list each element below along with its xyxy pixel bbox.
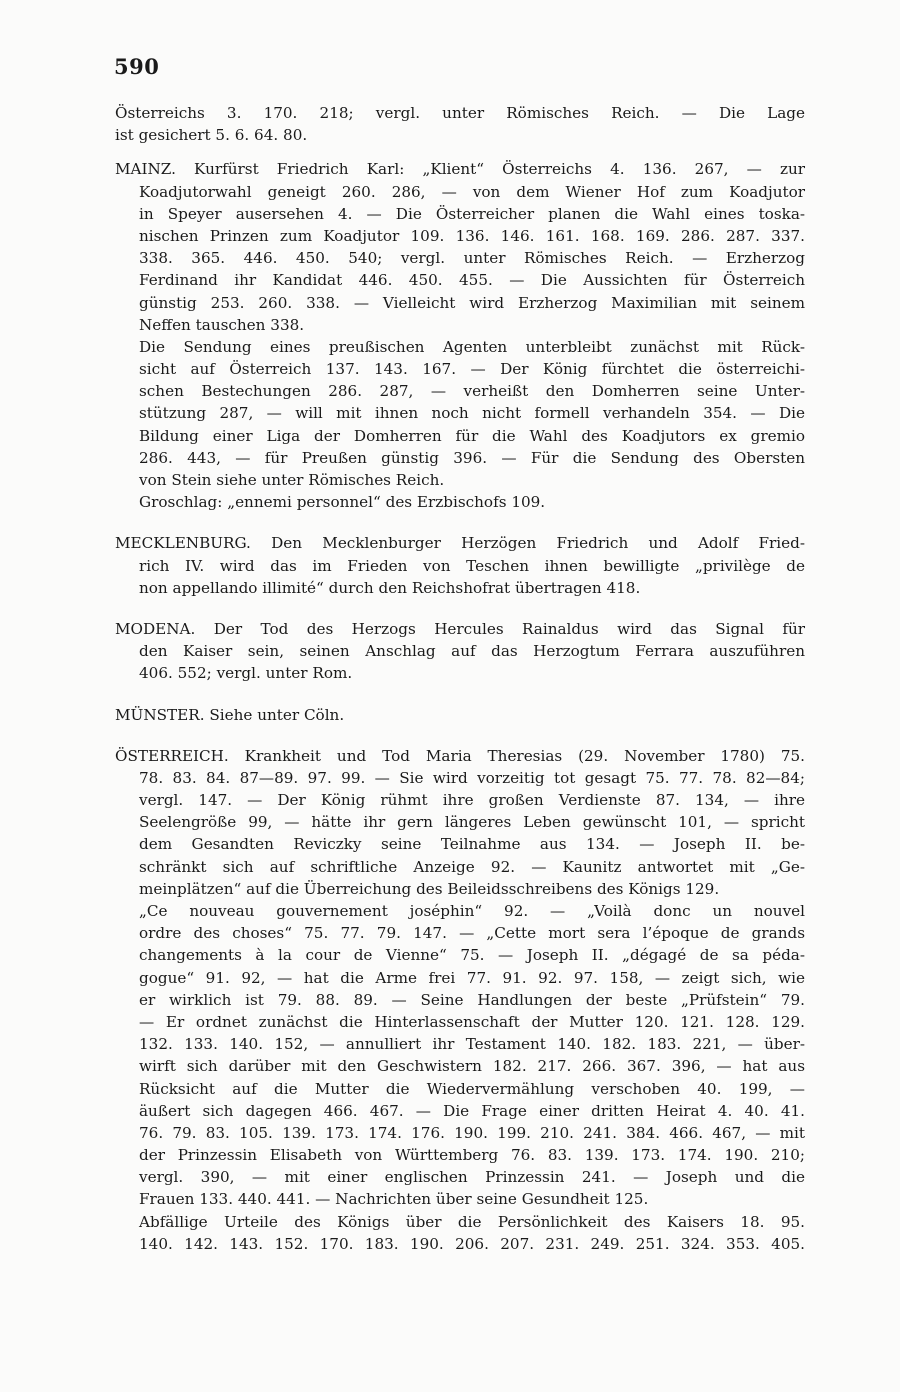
- text-line: Ferdinand ihr Kandidat 446. 450. 455. — Die Aussichten für Österreich: [139, 271, 805, 290]
- text-line: von Stein siehe unter Römisches Reich.: [139, 471, 445, 489]
- text-line: vergl. 147. — Der König rühmt ihre großen Verdienste 87. 134, — ihre: [139, 791, 805, 810]
- text-line: 78. 83. 84. 87—89. 97. 99. — Sie wird vorzeitig tot gesagt 75. 77. 78. 82—84;: [139, 768, 805, 787]
- text-line: stützung 287, — will mit ihnen noch nicht formell verhandeln 354. — Die: [139, 404, 805, 423]
- text-line: der Prinzessin Elisabeth von Württemberg 76. 83. 139. 173. 174. 190. 210;: [139, 1146, 805, 1165]
- text-line: rich IV. wird das im Frieden von Teschen ihnen bewilligte „privilège de: [139, 556, 805, 575]
- entry-heading-line: MODENA. Der Tod des Herzogs Hercules Rainaldus wird das Signal für: [115, 619, 805, 638]
- entry-heading-line: MECKLENBURG. Den Mecklenburger Herzögen Friedrich und Adolf Fried-: [115, 534, 805, 553]
- text-line: 406. 552; vergl. unter Rom.: [139, 664, 353, 683]
- entry-mecklenburg: [115, 532, 805, 599]
- page-number: 590: [114, 54, 160, 79]
- paragraph-start-line: „Ce nouveau gouvernement joséphin“ 92. — „Voilà donc un nouvel: [139, 902, 805, 920]
- text-line: ist gesichert 5. 6. 64. 80.: [115, 126, 308, 145]
- text-line: vergl. 390, — mit einer englischen Prinzessin 241. — Joseph und die: [139, 1168, 805, 1187]
- text-line: Neffen tauschen 338.: [139, 315, 305, 334]
- paragraph-start-line: Abfällige Urteile des Königs über die Persönlichkeit des Kaisers 18. 95.: [139, 1212, 805, 1231]
- text-line: Rücksicht auf die Mutter die Wiedervermählung verschoben 40. 199, —: [139, 1079, 805, 1098]
- text-line: non appellando illimité“ durch den Reichshofrat übertragen 418.: [139, 578, 641, 597]
- text-line: Bildung einer Liga der Domherren für die Wahl des Koadjutors ex gremio: [139, 426, 805, 445]
- text-line: den Kaiser sein, seinen Anschlag auf das Herzogtum Ferrara auszuführen: [139, 642, 805, 661]
- paragraph-start-line: Groschlag: „ennemi personnel“ des Erzbischofs 109.: [139, 493, 546, 512]
- text-line: äußert sich dagegen 466. 467. — Die Frage einer dritten Heirat 4. 40. 41.: [139, 1101, 805, 1120]
- text-line: schränkt sich auf schriftliche Anzeige 92. — Kaunitz antwortet mit „Ge-: [139, 857, 805, 876]
- entry-mainz: [115, 158, 805, 513]
- index-text: [115, 102, 805, 1274]
- text-line: in Speyer ausersehen 4. — Die Österreicher planen die Wahl eines toska-: [139, 204, 805, 223]
- text-line: 286. 443, — für Preußen günstig 396. — Für die Sendung des Obersten: [139, 448, 805, 467]
- entry-oesterreich-continued: [115, 102, 805, 146]
- text-line: nischen Prinzen zum Koadjutor 109. 136. 146. 161. 168. 169. 286. 287. 337.: [139, 226, 805, 245]
- text-line: er wirklich ist 79. 88. 89. — Seine Handlungen der beste „Prüfstein“ 79.: [139, 990, 805, 1009]
- text-line: Frauen 133. 440. 441. — Nachrichten über seine Gesundheit 125.: [139, 1190, 649, 1209]
- entry-heading-line: MÜNSTER. Siehe unter Cöln.: [115, 705, 345, 724]
- text-line: meinplätzen“ auf die Überreichung des Beileidsschreibens des Königs 129.: [139, 879, 720, 898]
- text-line: günstig 253. 260. 338. — Vielleicht wird Erzherzog Maximilian mit seinem: [139, 293, 805, 312]
- text-line: Österreichs 3. 170. 218; vergl. unter Römisches Reich. — Die Lage: [115, 104, 805, 122]
- text-line: 140. 142. 143. 152. 170. 183. 190. 206. 207. 231. 249. 251. 324. 353. 405.: [139, 1234, 805, 1253]
- entry-modena: [115, 618, 805, 685]
- text-line: changements à la cour de Vienne“ 75. — Joseph II. „dégagé de sa péda-: [139, 946, 805, 965]
- paragraph-start-line: Die Sendung eines preußischen Agenten unterbleibt zunächst mit Rück-: [139, 337, 805, 356]
- text-line: 132. 133. 140. 152, — annulliert ihr Testament 140. 182. 183. 221, — über-: [139, 1035, 805, 1054]
- text-line: 76. 79. 83. 105. 139. 173. 174. 176. 190. 199. 210. 241. 384. 466. 467, — mit: [139, 1123, 805, 1142]
- text-line: wirft sich darüber mit den Geschwistern 182. 217. 266. 367. 396, — hat aus: [139, 1057, 805, 1076]
- entry-oesterreich: [115, 745, 805, 1255]
- text-line: sicht auf Österreich 137. 143. 167. — Der König fürchtet die österreichi-: [139, 360, 805, 379]
- text-line: schen Bestechungen 286. 287, — verheißt den Domherren seine Unter-: [139, 382, 805, 401]
- text-line: Seelengröße 99, — hätte ihr gern längeres Leben gewünscht 101, — spricht: [139, 813, 805, 832]
- entry-heading-line: MAINZ. Kurfürst Friedrich Karl: „Klient“ Österreichs 4. 136. 267, — zur: [115, 160, 805, 179]
- entry-heading-line: ÖSTERREICH. Krankheit und Tod Maria Theresias (29. November 1780) 75.: [115, 746, 805, 765]
- text-line: dem Gesandten Reviczky seine Teilnahme aus 134. — Joseph II. be-: [139, 835, 805, 854]
- text-line: Koadjutorwahl geneigt 260. 286, — von dem Wiener Hof zum Koadjutor: [139, 182, 805, 201]
- text-line: gogue“ 91. 92, — hat die Arme frei 77. 91. 92. 97. 158, — zeigt sich, wie: [139, 968, 805, 987]
- text-line: ordre des choses“ 75. 77. 79. 147. — „Cette mort sera l’époque de grands: [139, 924, 805, 943]
- text-line: — Er ordnet zunächst die Hinterlassenschaft der Mutter 120. 121. 128. 129.: [139, 1012, 805, 1031]
- text-line: 338. 365. 446. 450. 540; vergl. unter Römisches Reich. — Erzherzog: [139, 249, 805, 268]
- entry-muenster: [115, 704, 805, 726]
